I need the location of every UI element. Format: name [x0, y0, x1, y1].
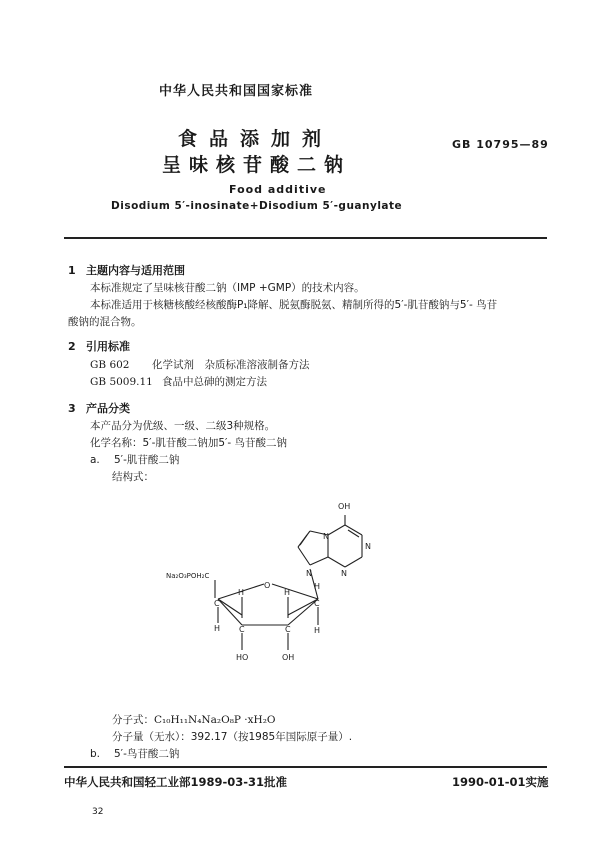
paragraph-line: 酸钠的混合物。 — [68, 316, 142, 328]
hydroxyl-label: OH — [338, 502, 351, 511]
effective-date: 1990-01-01实施 — [452, 775, 549, 789]
phosphate-substituent-label: Na₂O₃POH₂C — [166, 572, 210, 580]
top-rule — [64, 237, 547, 239]
reference-code: GB 602 — [90, 359, 130, 371]
reference-code: GB 5009.11 — [90, 376, 153, 388]
molecular-mass: 分子量（无水）：392.17（按1985年国际原子量）. — [112, 731, 353, 743]
section-1-heading — [68, 262, 185, 278]
section-title: 产品分类 — [86, 402, 130, 415]
carbon-label: C — [314, 599, 320, 608]
list-marker: a. — [90, 454, 100, 466]
paragraph-line: 本产品分为优级、一级、二级3种规格。 — [90, 420, 276, 432]
carbon-label: C — [285, 625, 291, 634]
nitrogen-label: N — [323, 532, 329, 541]
title-cn-line2: 呈味核苷酸二钠 — [162, 154, 352, 176]
hydroxyl-label: OH — [282, 653, 295, 662]
reference-item — [90, 375, 267, 389]
reference-item — [90, 358, 310, 372]
nitrogen-label: N — [365, 542, 371, 551]
list-marker: b. — [90, 748, 101, 760]
hydrogen-label: H — [214, 624, 221, 633]
formula-label: 分子式： — [112, 714, 154, 726]
list-text: 5′-肌苷酸二钠 — [114, 454, 180, 466]
paragraph-line: 本标准适用于核糖核酸经核酸酶P₁降解、脱氨酶脱氨、精制所得的5′-肌苷酸钠与5′- 鸟苷 — [90, 299, 498, 311]
chemical-structure — [160, 485, 420, 680]
section-title: 主题内容与适用范围 — [86, 264, 185, 277]
bottom-rule — [64, 766, 547, 768]
section-3-heading — [68, 400, 130, 416]
approval-line: 中华人民共和国轻工业部1989-03-31批准 — [64, 775, 288, 789]
section-number: 2 — [68, 340, 76, 353]
standard-number: GB 10795—89 — [452, 138, 549, 151]
nitrogen-label: N — [306, 569, 312, 578]
title-en-line2: Disodium 5′-inosinate+Disodium 5′-guanylate — [111, 200, 403, 212]
section-number: 1 — [68, 264, 76, 277]
hydroxyl-label: HO — [236, 653, 249, 662]
issuer-header: 中华人民共和国国家标准 — [159, 84, 314, 99]
carbon-label: C — [239, 625, 245, 634]
title-cn-line1: 食品添加剂 — [178, 128, 334, 150]
reference-name: 化学试剂 杂质标准溶液制备方法 — [152, 359, 310, 371]
paragraph-line: 本标准规定了呈味核苷酸二钠（IMP +GMP）的技术内容。 — [90, 282, 365, 294]
title-en-line1: Food additive — [229, 183, 327, 196]
hydrogen-label: H — [284, 588, 291, 597]
paragraph-line: 化学名称：5′-肌苷酸二钠加5′- 鸟苷酸二钠 — [90, 437, 288, 449]
list-text: 5′-鸟苷酸二钠 — [114, 748, 180, 760]
section-title: 引用标准 — [86, 340, 130, 353]
hydrogen-label: H — [238, 588, 245, 597]
section-2-heading — [68, 338, 130, 354]
molecular-formula — [112, 713, 276, 727]
nitrogen-label: N — [341, 569, 347, 578]
carbon-label: C — [214, 599, 220, 608]
section-number: 3 — [68, 402, 76, 415]
structure-label: 结构式： — [112, 471, 154, 483]
list-item-b — [90, 747, 179, 761]
page-number: 32 — [92, 807, 104, 817]
reference-name: 食品中总砷的测定方法 — [162, 376, 267, 388]
ring-oxygen-label: O — [264, 581, 271, 590]
hydrogen-label: H — [314, 626, 321, 635]
formula-value: C₁₀H₁₁N₄Na₂O₈P ·xH₂O — [154, 714, 276, 726]
list-item-a — [90, 453, 179, 467]
hydrogen-label: H — [314, 582, 321, 591]
